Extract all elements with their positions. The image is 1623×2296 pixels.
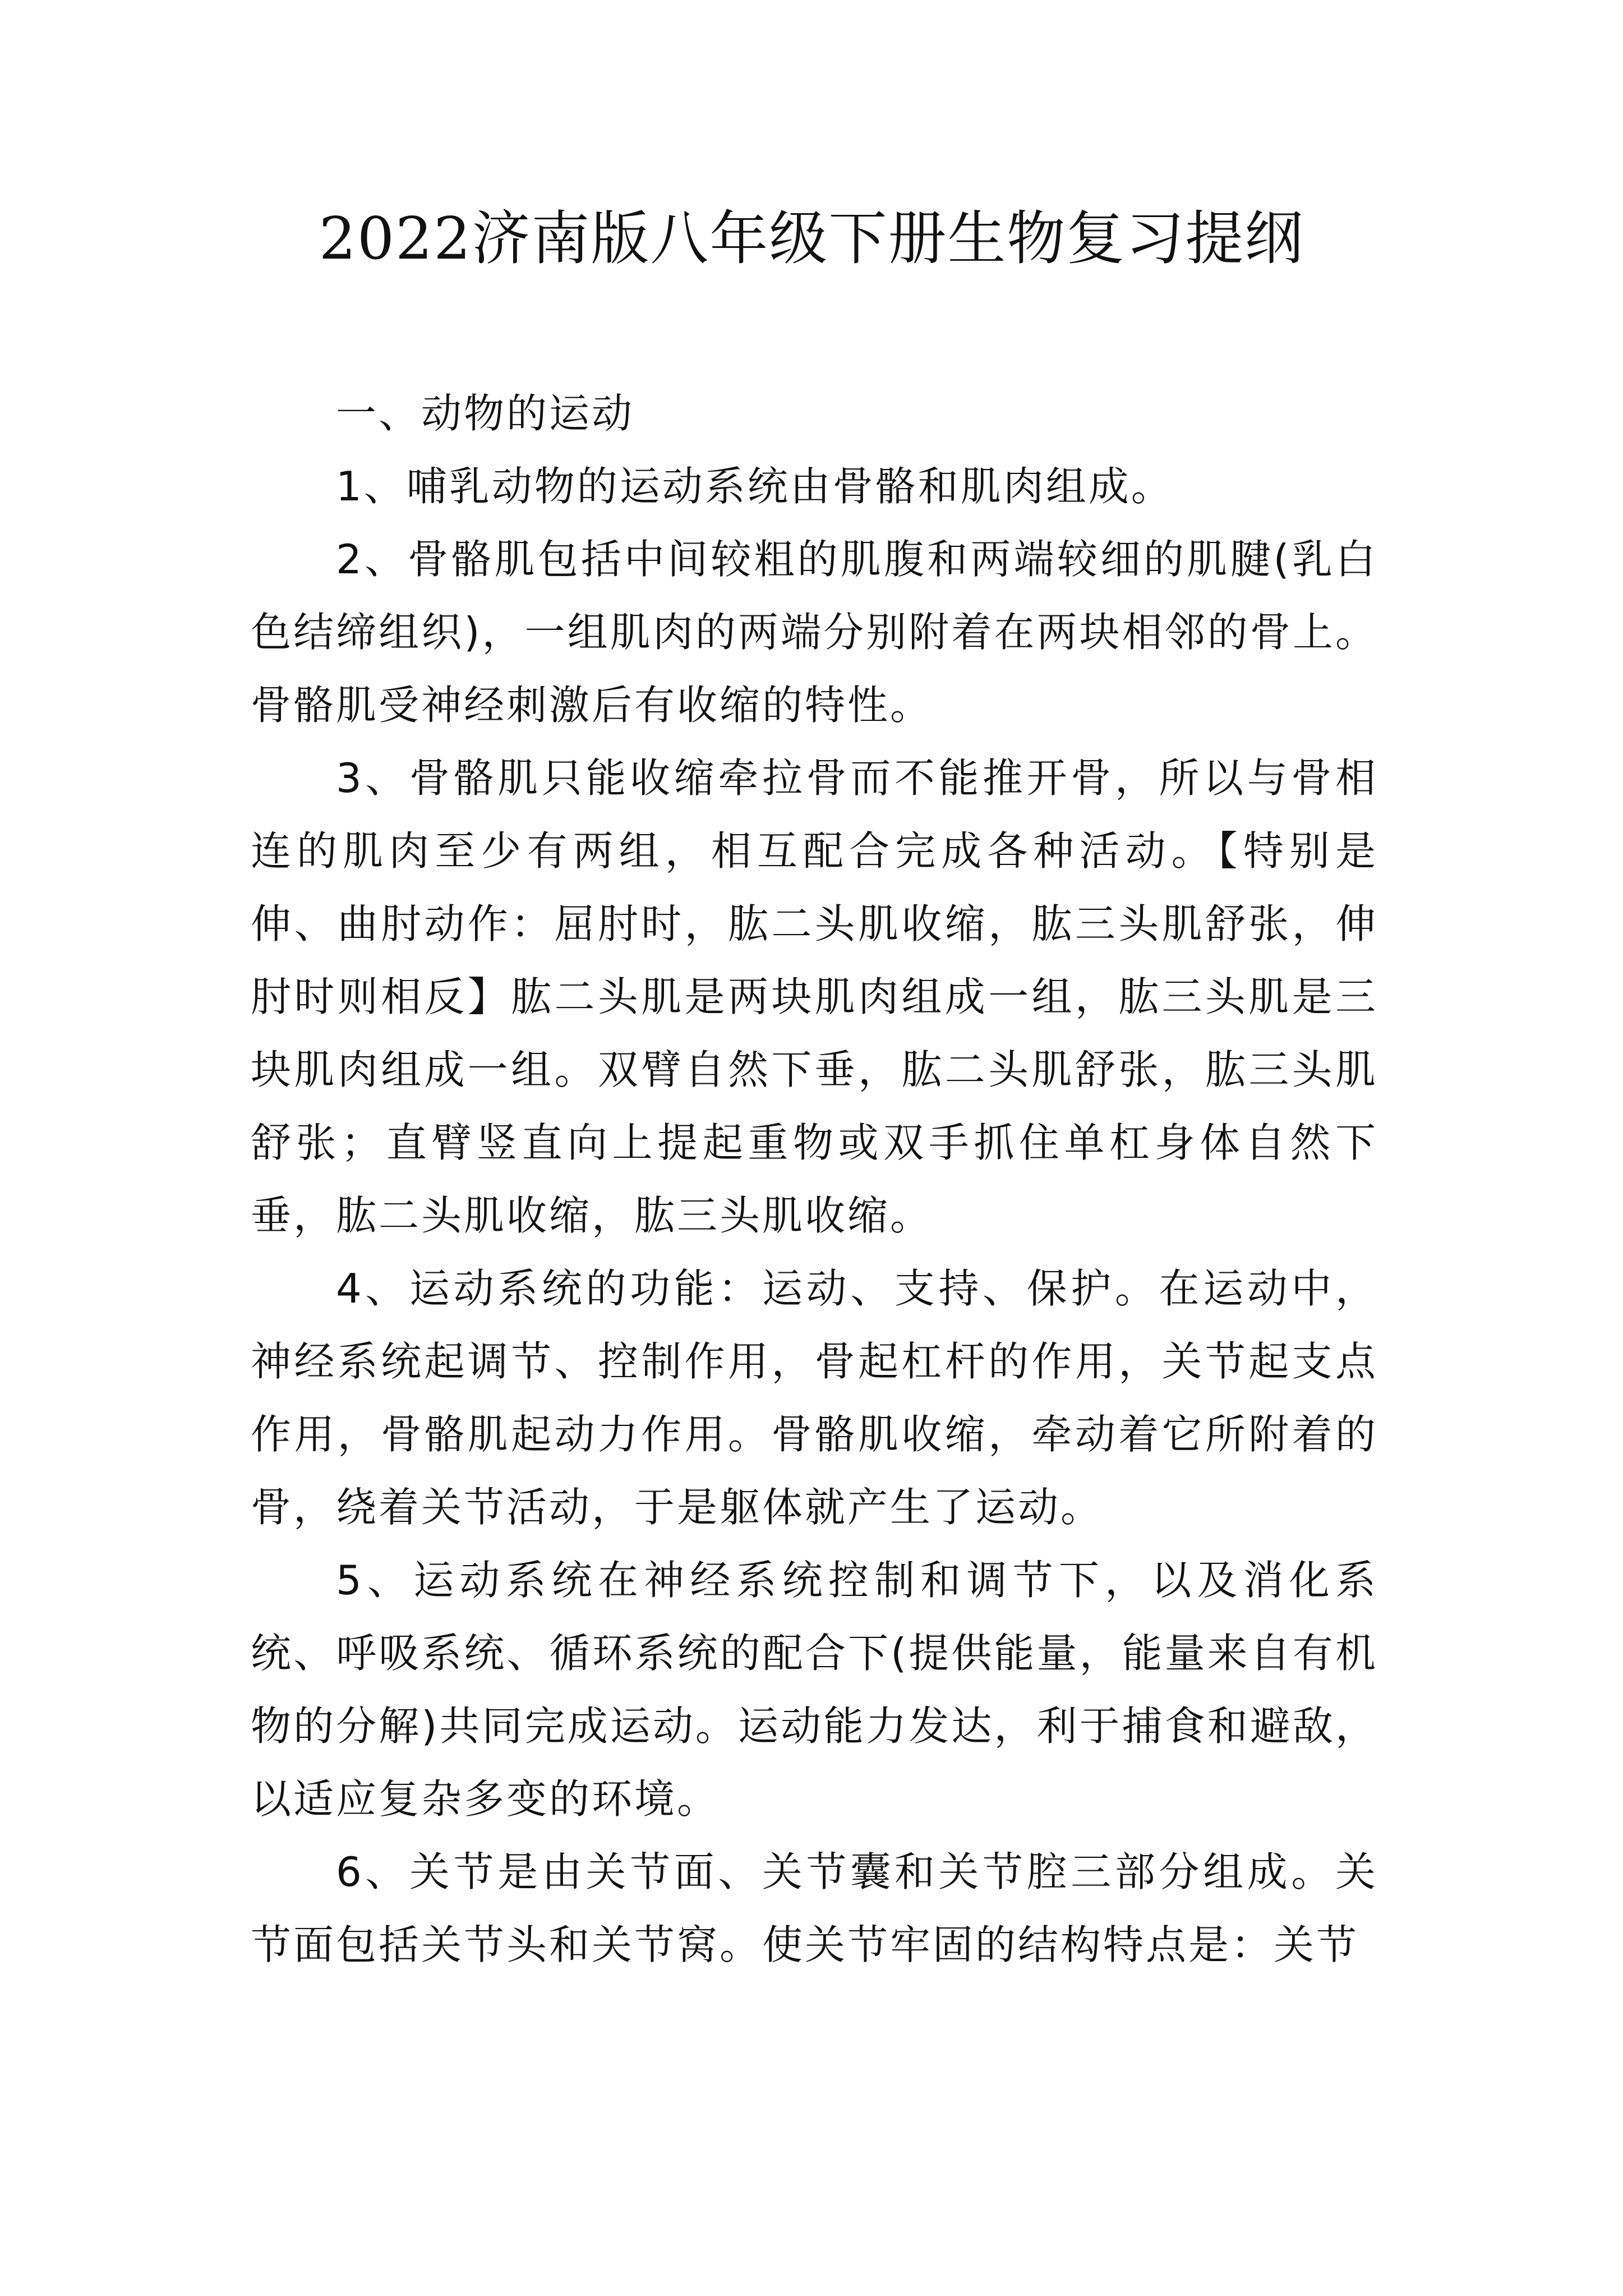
paragraph-5: 5、运动系统在神经系统控制和调节下，以及消化系统、呼吸系统、循环系统的配合下(提供能量，能量来自有机物的分解)共同完成运动。运动能力发达，利于捕食和避敌，以适应复杂多变的环境。 [251,1557,1378,1823]
section-heading: 一、动物的运动 [336,390,635,437]
document-title: 2022济南版八年级下册生物复习提纲 [319,204,1304,273]
document-body [251,377,1378,1981]
paragraph-2: 2、骨骼肌包括中间较粗的肌腹和两端较细的肌腱(乳白色结缔组织)，一组肌肉的两端分别附着在两块相邻的骨上。骨骼肌受神经刺激后有收缩的特性。 [251,536,1378,729]
paragraph-4: 4、运动系统的功能：运动、支持、保护。在运动中，神经系统起调节、控制作用，骨起杠杆的作用，关节起支点作用，骨骼肌起动力作用。骨骼肌收缩，牵动着它所附着的骨，绕着关节活动，于是躯体就产生了运动。 [251,1265,1378,1531]
paragraph-3: 3、骨骼肌只能收缩牵拉骨而不能推开骨，所以与骨相连的肌肉至少有两组，相互配合完成各种活动。【特别是伸、曲肘动作：屈肘时，肱二头肌收缩，肱三头肌舒张，伸肘时则相反】肱二头肌是两块肌肉组成一组，肱三头肌是三块肌肉组成一组。双臂自然下垂，肱二头肌舒张，肱三头肌舒张；直臂竖直向上提起重物或双手抓住单杠身体自然下垂，肱二头肌收缩，肱三头肌收缩。 [251,754,1378,1239]
paragraph-1: 1、哺乳动物的运动系统由骨骼和肌肉组成。 [336,463,1174,510]
paragraph-6: 6、关节是由关节面、关节囊和关节腔三部分组成。关节面包括关节头和关节窝。使关节牢固的结构特点是：关节 [251,1848,1378,1968]
